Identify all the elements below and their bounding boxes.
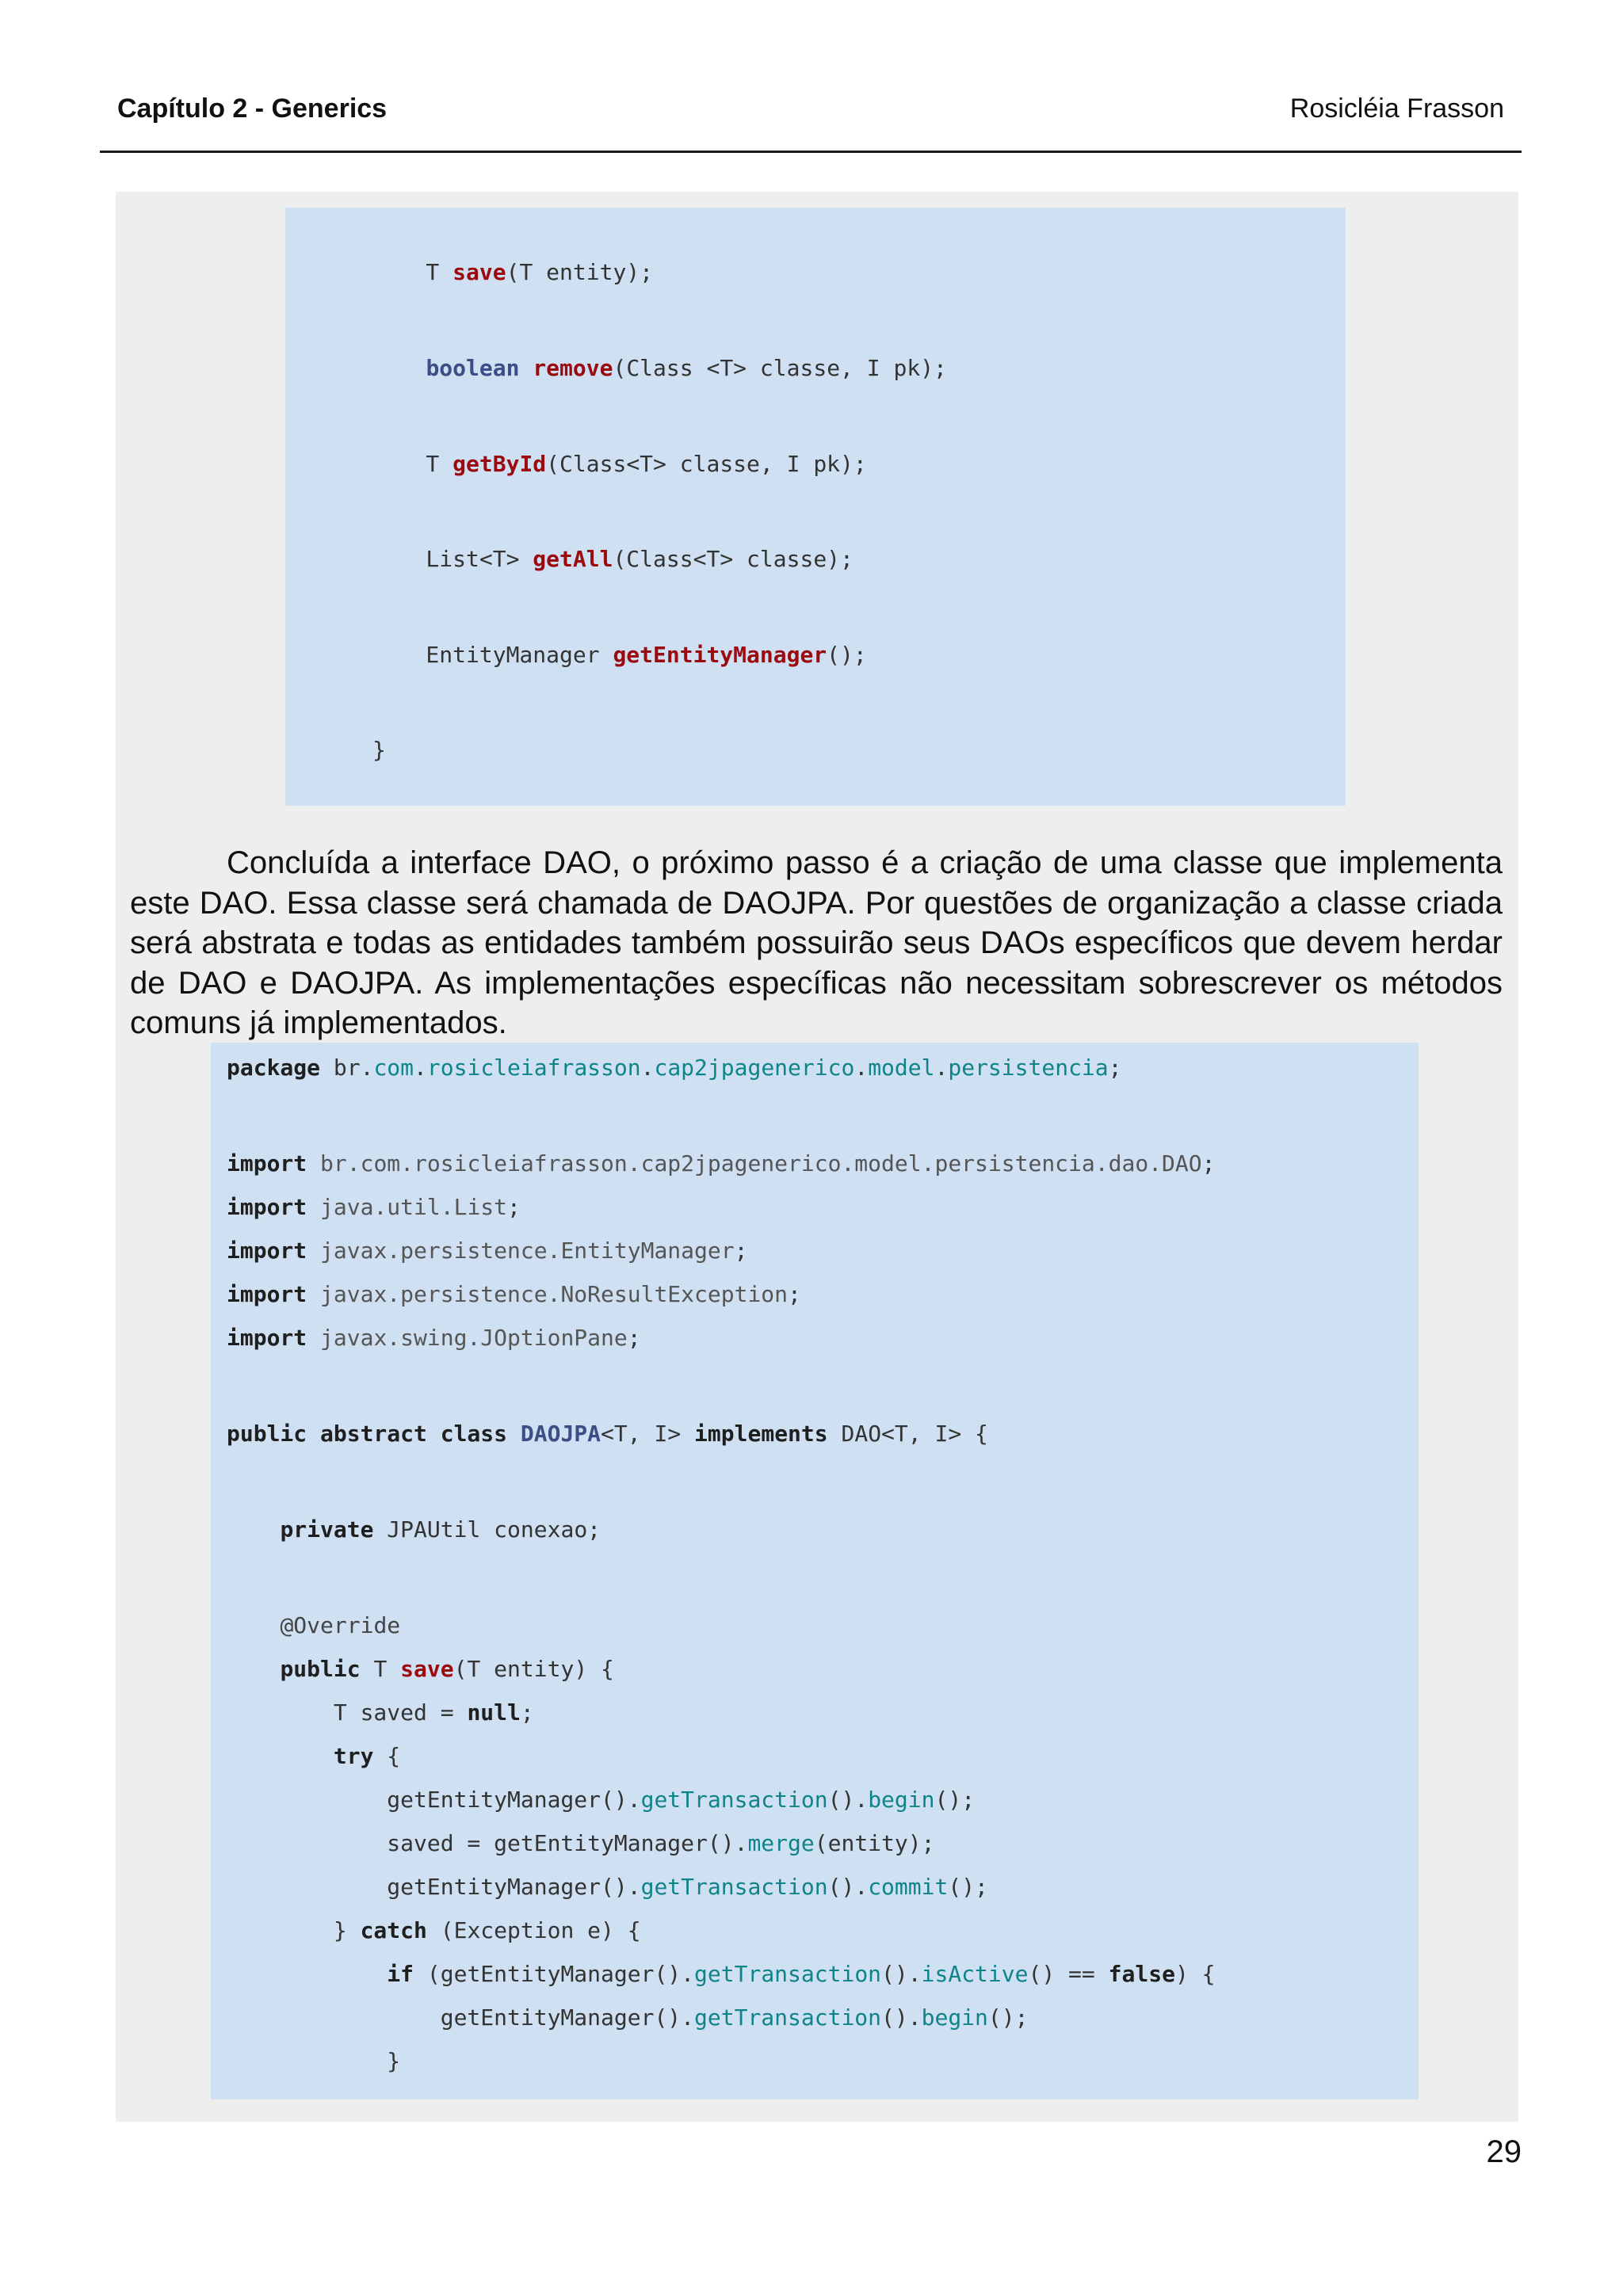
code-token: T: [360, 1656, 401, 1682]
header-rule: [100, 151, 1522, 153]
code-token: ().: [881, 2004, 922, 2031]
code-token: public abstract class: [227, 1421, 508, 1447]
code-token: }: [227, 1917, 361, 1943]
code-token: getEntityManager: [613, 642, 827, 668]
code-token: import: [227, 1150, 307, 1177]
code-token: ) {: [1174, 1961, 1216, 1987]
code-token: public: [280, 1656, 361, 1682]
code-token: getAll: [533, 546, 613, 572]
code-line: [227, 1829, 934, 1858]
code-token: .: [640, 1055, 655, 1081]
code-token: try: [333, 1743, 374, 1769]
code-token: javax.persistence.EntityManager: [307, 1238, 735, 1264]
code-token: [227, 1516, 280, 1543]
code-token: import: [227, 1238, 307, 1264]
code-token: begin: [868, 1787, 935, 1813]
code-line: [227, 2004, 1028, 2032]
code-token: ().: [827, 1874, 869, 1900]
code-token: ;: [520, 1699, 534, 1726]
code-token: T: [372, 259, 453, 285]
code-token: ();: [948, 1874, 988, 1900]
code-line: [227, 1237, 747, 1265]
code-token: (Class<T> classe, I pk);: [546, 451, 867, 477]
code-line: [227, 1786, 975, 1814]
code-line: [227, 1054, 1122, 1082]
code-token: .: [414, 1055, 427, 1081]
code-line: [372, 736, 386, 765]
code-token: getTransaction: [640, 1787, 828, 1813]
code-token: private: [280, 1516, 374, 1543]
code-token: false: [1108, 1961, 1175, 1987]
code-token: merge: [747, 1830, 815, 1856]
code-token: getTransaction: [694, 2004, 882, 2031]
code-line: [227, 1324, 641, 1352]
code-token: com: [373, 1055, 414, 1081]
code-token: [227, 1743, 334, 1769]
code-token: [227, 1961, 387, 1987]
code-token: ();: [934, 1787, 976, 1813]
code-line: [372, 545, 854, 574]
code-line: [227, 1873, 988, 1901]
code-token: (getEntityManager().: [414, 1961, 695, 1987]
chapter-title: Capítulo 2 - Generics: [117, 93, 388, 124]
code-token: ();: [987, 2004, 1029, 2031]
code-line: [372, 641, 867, 669]
code-token: JPAUtil conexao;: [373, 1516, 601, 1543]
code-token: save: [453, 259, 506, 285]
code-token: import: [227, 1325, 307, 1351]
code-line: [227, 1516, 601, 1544]
code-line: [227, 1420, 988, 1448]
code-token: (T entity) {: [453, 1656, 614, 1682]
code-token: saved = getEntityManager().: [227, 1830, 748, 1856]
code-token: save: [400, 1656, 454, 1682]
code-line: [227, 1742, 400, 1771]
code-block-daojpa: [211, 1043, 1419, 2100]
code-token: ;: [627, 1325, 641, 1351]
paragraph-text: Concluída a interface DAO, o próximo passo é a criação de uma classe que implementa este DAO. Essa classe será chamada de DAOJPA. Por questões de organização a classe criada será abstrata e todas as entidades também possuirão seus DAOs específicos que devem herdar de DAO e DAOJPA. As implementações específicas não necessitam sobrescrever os métodos comuns já implementados.: [130, 845, 1503, 1040]
code-token: (Class <T> classe, I pk);: [613, 355, 947, 381]
code-token: DAO<T, I> {: [827, 1421, 988, 1447]
code-token: model: [868, 1055, 935, 1081]
code-token: (Class<T> classe);: [613, 546, 854, 572]
code-line: [227, 1655, 614, 1684]
code-token: <T, I>: [601, 1421, 695, 1447]
code-token: }: [227, 2048, 401, 2074]
code-token: (Exception e) {: [426, 1917, 641, 1943]
code-token: [519, 355, 533, 381]
code-token: ();: [827, 642, 867, 668]
code-token: import: [227, 1281, 307, 1307]
code-token: null: [467, 1699, 521, 1726]
code-token: {: [373, 1743, 401, 1769]
code-token: getEntityManager().: [227, 1787, 641, 1813]
code-token: boolean: [426, 355, 520, 381]
code-token: [227, 1612, 280, 1638]
code-token: package: [227, 1055, 321, 1081]
code-line: [372, 354, 947, 383]
code-token: commit: [868, 1874, 949, 1900]
page-number: 29: [1486, 2134, 1522, 2169]
code-token: if: [387, 1961, 414, 1987]
code-token: javax.swing.JOptionPane: [307, 1325, 628, 1351]
body-paragraph: [130, 843, 1503, 1043]
code-token: ().: [827, 1787, 869, 1813]
code-token: isActive: [921, 1961, 1029, 1987]
code-token: [372, 355, 426, 381]
code-token: .: [934, 1055, 949, 1081]
code-token: persistencia: [948, 1055, 1109, 1081]
code-token: javax.persistence.NoResultException: [307, 1281, 789, 1307]
code-token: getEntityManager().: [227, 1874, 641, 1900]
code-token: ;: [734, 1238, 748, 1264]
code-token: ;: [1108, 1055, 1122, 1081]
code-token: ().: [881, 1961, 922, 1987]
code-token: rosicleiafrasson: [426, 1055, 641, 1081]
code-token: getEntityManager().: [227, 2004, 695, 2031]
code-block-interface: [285, 208, 1346, 806]
code-token: (entity);: [814, 1830, 935, 1856]
code-token: ;: [507, 1194, 521, 1220]
code-token: T saved =: [227, 1699, 468, 1726]
code-token: ;: [1201, 1150, 1216, 1177]
code-line: [227, 1699, 534, 1727]
code-token: import: [227, 1194, 307, 1220]
code-token: [507, 1421, 521, 1447]
code-token: getById: [453, 451, 547, 477]
code-line: [372, 258, 653, 287]
code-token: br.com.rosicleiafrasson.cap2jpagenerico.model.persistencia.dao.DAO: [307, 1150, 1202, 1177]
code-token: List<T>: [372, 546, 533, 572]
code-token: [227, 1656, 280, 1682]
code-token: implements: [694, 1421, 828, 1447]
code-token: EntityManager: [372, 642, 613, 668]
code-token: ;: [788, 1281, 801, 1307]
code-line: [227, 1611, 400, 1640]
code-line: [227, 1193, 521, 1222]
code-token: begin: [921, 2004, 988, 2031]
code-line: [372, 450, 867, 479]
code-token: catch: [360, 1917, 427, 1943]
code-token: (T entity);: [506, 259, 654, 285]
code-line: [227, 1960, 1216, 1989]
author-name: Rosicléia Frasson: [1289, 93, 1504, 124]
code-token: br.: [320, 1055, 374, 1081]
content-panel: [116, 192, 1518, 2122]
code-token: () ==: [1028, 1961, 1109, 1987]
code-token: .: [854, 1055, 869, 1081]
code-line: [227, 1917, 641, 1945]
code-token: getTransaction: [640, 1874, 828, 1900]
code-token: getTransaction: [694, 1961, 882, 1987]
code-token: remove: [533, 355, 613, 381]
code-token: cap2jpagenerico: [654, 1055, 855, 1081]
code-token: }: [372, 737, 386, 763]
code-line: [227, 1280, 801, 1309]
code-line: [227, 2047, 400, 2076]
code-line: [227, 1150, 1215, 1178]
code-token: java.util.List: [307, 1194, 508, 1220]
code-token: DAOJPA: [520, 1421, 601, 1447]
code-token: T: [372, 451, 453, 477]
code-token: @Override: [280, 1612, 401, 1638]
